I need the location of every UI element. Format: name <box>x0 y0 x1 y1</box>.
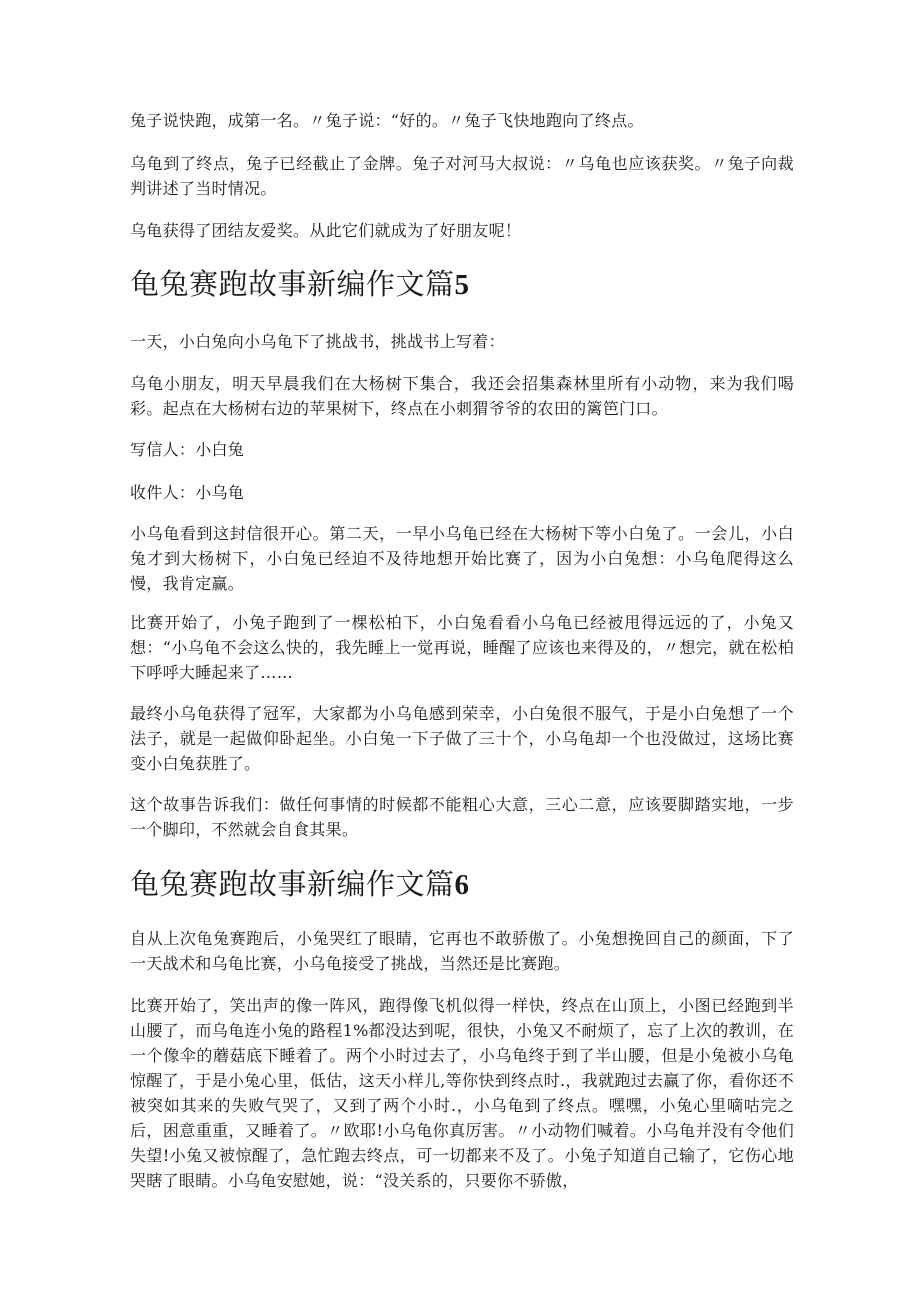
paragraph: 兔子说快跑，成第一名。〃兔子说：“好的。〃兔子飞快地跑向了终点。 <box>130 111 644 130</box>
heading-text: 龟兔赛跑故事新编作文篇 <box>130 267 455 301</box>
heading-number: 6 <box>454 869 470 901</box>
paragraph: 这个故事告诉我们：做任何事情的时候都不能粗心大意，三心二意，应该要脚踏实地，一步一个脚印，不然就会自食其果。 <box>130 795 794 839</box>
paragraph: 乌龟获得了团结友爱奖。从此它们就成为了好朋友呢！ <box>130 221 522 240</box>
paragraph: 一天，小白兔向小乌龟下了挑战书，挑战书上写着： <box>130 332 505 351</box>
paragraph: 乌龟到了终点，兔子已经截止了金牌。兔子对河马大叔说：〃乌龟也应该获奖。〃兔子向裁判讲述了当时情况。 <box>130 154 794 198</box>
paragraph: 比赛开始了，小兔子跑到了一棵松柏下，小白兔看看小乌龟已经被甩得远远的了，小兔又想：“小乌龟不会这么快的，我先睡上一觉再说，睡醒了应该也来得及的，〃想完，就在松柏下呼呼大睡起来了…… <box>130 613 794 682</box>
section-heading-6 <box>130 866 470 903</box>
paragraph: 小乌龟看到这封信很开心。第二天，一早小乌龟已经在大杨树下等小白兔了。一会儿，小白兔才到大杨树下，小白兔已经迫不及待地想开始比赛了，因为小白兔想：小乌龟爬得这么慢，我肯定赢。 <box>130 524 794 593</box>
heading-text: 龟兔赛跑故事新编作文篇 <box>130 867 455 901</box>
heading-number: 5 <box>454 269 470 301</box>
paragraph: 比赛开始了，笑出声的像一阵风，跑得像飞机似得一样快，终点在山顶上，小图已经跑到半山腰了，而乌龟连小兔的路程1%都没达到呢，很快，小兔又不耐烦了，忘了上次的教训，在一个像伞的蘑菇底下睡着了。两个小时过去了，小乌龟终于到了半山腰，但是小兔被小乌龟惊醒了，于是小兔心里，低估，这天小样儿,等你快到终点时.，我就跑过去赢了你，看你还不被突如其来的失败气哭了，又到了两个小时.，小乌龟到了终点。嘿嘿，小兔心里嘀咕完之后，困意重重，又睡着了。〃欧耶!小乌龟你真厉害。〃小动物们喊着。小乌龟并没有令他们失望!小兔又被惊醒了，急忙跑去终点，可一切都来不及了。小兔子知道自己输了，它伤心地哭瞎了眼睛。小乌龟安慰她，说：“没关系的，只要你不骄傲， <box>130 996 794 1190</box>
paragraph: 自从上次龟兔赛跑后，小兔哭红了眼睛，它再也不敢骄傲了。小兔想挽回自己的颜面，下了一天战术和乌龟比赛，小乌龟接受了挑战，当然还是比赛跑。 <box>130 929 794 973</box>
paragraph: 收件人：小乌龟 <box>130 483 245 502</box>
paragraph: 写信人：小白兔 <box>130 440 245 459</box>
section-heading-5 <box>130 266 470 303</box>
paragraph: 乌龟小朋友，明天早晨我们在大杨树下集合，我还会招集森林里所有小动物，来为我们喝彩。起点在大杨树右边的苹果树下，终点在小刺猬爷爷的农田的篱笆门口。 <box>130 374 794 418</box>
paragraph: 最终小乌龟获得了冠军，大家都为小乌龟感到荣幸，小白兔很不服气，于是小白兔想了一个法子，就是一起做仰卧起坐。小白兔一下子做了三十个，小乌龟却一个也没做过，这场比赛变小白兔获胜了。 <box>130 704 794 773</box>
